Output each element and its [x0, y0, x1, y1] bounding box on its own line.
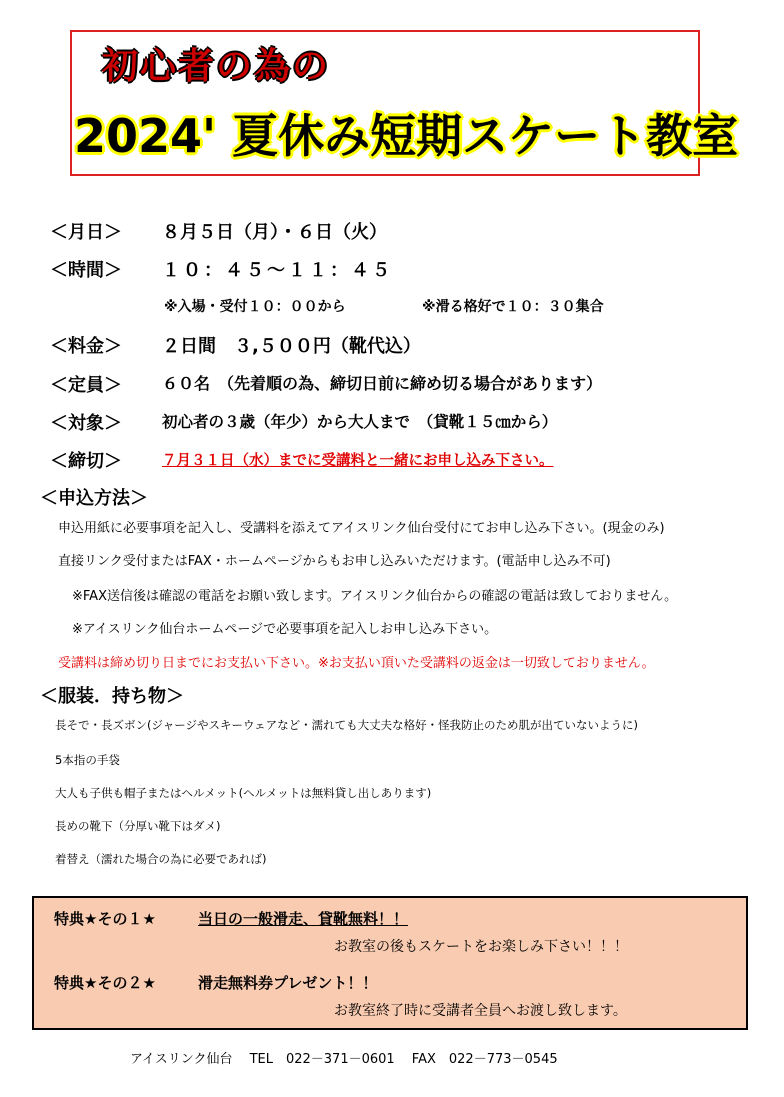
target-value: 初心者の３歳（年少）から大人まで （貸靴１５㎝から）	[162, 413, 558, 431]
apply-heading: ＜申込方法＞	[40, 488, 148, 509]
title-subheading: 初心者の為の	[102, 46, 331, 87]
clothing-heading: ＜服装．持ち物＞	[40, 686, 184, 707]
contact-footer: アイスリンク仙台 TEL 022－371－0601 FAX 022－773－0545	[130, 1052, 558, 1067]
deadline-label: ＜締切＞	[50, 451, 122, 472]
clothing-item: 長めの靴下（分厚い靴下はダメ)	[55, 819, 221, 833]
time-label: ＜時間＞	[50, 260, 122, 281]
perk-2-label: 特典★その２★	[54, 974, 156, 992]
page-title: 2024' 夏休み短期スケート教室	[74, 109, 739, 163]
clothing-item: 5本指の手袋	[55, 753, 120, 767]
title-box	[70, 30, 739, 176]
clothing-item: 大人も子供も帽子またはヘルメット(ヘルメットは無料貸し出しあります)	[55, 786, 432, 800]
date-value: ８月５日（月）・６日（火）	[162, 222, 387, 243]
apply-line-1: 申込用紙に必要事項を記入し、受講料を添えてアイスリンク仙台受付にてお申し込み下さい。(現金のみ)	[58, 521, 665, 536]
clothing-item: 長そで・長ズボン(ジャージやスキーウェアなど・濡れても大丈夫な格好・怪我防止のため肌が出ていないように)	[55, 718, 639, 732]
fee-value: ２日間 ３,５００円（靴代込）	[162, 336, 421, 357]
apply-line-4: ※アイスリンク仙台ホームページで必要事項を記入しお申し込み下さい。	[72, 622, 498, 637]
perks-box	[32, 896, 748, 1030]
time-value: １０：４５～１１：４５	[162, 260, 393, 281]
refund-warning: 受講料は締め切り日までにお支払い下さい。※お支払い頂いた受講料の返金は一切致しておりません。	[58, 656, 655, 671]
reception-note: ※入場・受付１０：００から	[164, 299, 346, 315]
perk-1-label: 特典★その１★	[54, 910, 156, 928]
date-label: ＜月日＞	[50, 222, 122, 243]
deadline-value: ７月３１日（水）までに受講料と一緒にお申し込み下さい。	[162, 453, 554, 469]
fee-label: ＜料金＞	[50, 336, 122, 357]
clothing-item: 着替え（濡れた場合の為に必要であれば)	[55, 852, 267, 866]
target-label: ＜対象＞	[50, 413, 122, 434]
perk-2-text: 滑走無料券プレゼント！！	[198, 974, 378, 992]
capacity-label: ＜定員＞	[50, 375, 122, 396]
perk-1-text: 当日の一般滑走、貸靴無料！！	[198, 910, 409, 928]
apply-line-2: 直接リンク受付またはFAX・ホームページからもお申し込みいただけます。(電話申し込み不可)	[58, 554, 611, 569]
gather-note: ※滑る格好で１０：３０集合	[422, 299, 604, 315]
perk-2-note: お教室終了時に受講者全員へお渡し致します。	[334, 1003, 627, 1019]
capacity-value: ６０名 （先着順の為、締切日前に締め切る場合があります）	[162, 374, 603, 393]
perk-1-note: お教室の後もスケートをお楽しみ下さい！！！	[334, 939, 628, 955]
apply-line-3: ※FAX送信後は確認の電話をお願い致します。アイスリンク仙台からの確認の電話は致しておりません。	[72, 589, 678, 604]
